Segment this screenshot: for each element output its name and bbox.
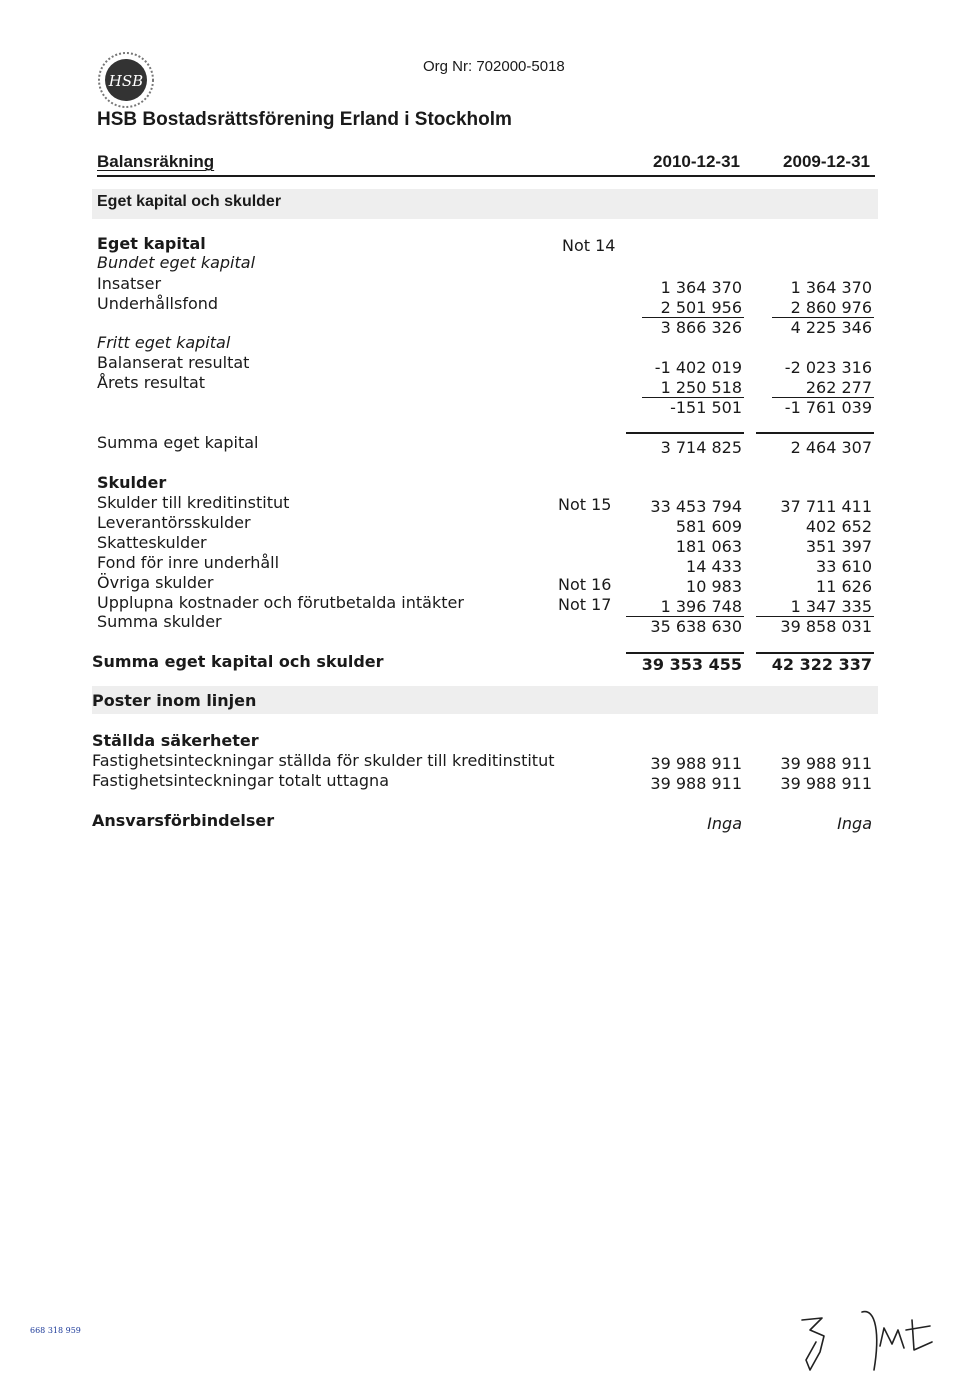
row-label: Årets resultat — [97, 373, 206, 392]
row-label: Underhållsfond — [97, 294, 219, 313]
row-value-2010: 14 433 — [686, 557, 742, 576]
row-value-2009: 402 652 — [805, 517, 872, 536]
row-value-2009: 39 988 911 — [780, 774, 872, 793]
total-rule — [626, 432, 744, 434]
row-value-2010: 181 063 — [675, 537, 742, 556]
pledged-heading: Ställda säkerheter — [92, 731, 259, 750]
row-value-2009: 2 860 976 — [790, 298, 872, 317]
column-header-2009: 2009-12-31 — [783, 152, 870, 171]
row-value-2010: 39 988 911 — [650, 774, 742, 793]
contingent-label: Ansvarsförbindelser — [92, 811, 275, 830]
handwritten-signature — [780, 1290, 960, 1380]
contingent-2009: Inga — [837, 814, 872, 833]
org-number: Org Nr: 702000-5018 — [423, 58, 565, 75]
row-value-2010: 1 396 748 — [660, 597, 742, 616]
row-value-2009: 37 711 411 — [780, 497, 872, 516]
row-value-2010: 33 453 794 — [650, 497, 742, 516]
row-value-2009: 11 626 — [816, 577, 872, 596]
row-label: Övriga skulder — [97, 573, 214, 592]
liabilities-heading: Skulder — [97, 473, 167, 492]
liabilities-total-2010: 35 638 630 — [650, 617, 742, 636]
row-value-2010: 581 609 — [675, 517, 742, 536]
off-balance-heading: Poster inom linjen — [92, 691, 257, 710]
header-rule — [97, 175, 875, 177]
column-header-2010: 2010-12-31 — [653, 152, 740, 171]
row-note: Not 17 — [558, 595, 612, 614]
equity-total-2010: 3 714 825 — [660, 438, 742, 457]
free-sum-2010: -151 501 — [670, 398, 742, 417]
balance-title: Balansräkning — [97, 152, 215, 171]
equity-note: Not 14 — [562, 236, 616, 255]
liabilities-total-2009: 39 858 031 — [780, 617, 872, 636]
equity-total-label: Summa eget kapital — [97, 433, 259, 452]
row-label: Skatteskulder — [97, 533, 207, 552]
row-note: Not 15 — [558, 495, 612, 514]
row-value-2009: 262 277 — [805, 378, 872, 397]
section-title: Eget kapital och skulder — [97, 193, 282, 210]
bound-sum-2009: 4 225 346 — [790, 318, 872, 337]
row-note: Not 16 — [558, 575, 612, 594]
grand-total-rule — [756, 652, 874, 654]
row-value-2010: 2 501 956 — [660, 298, 742, 317]
svg-text:HSB: HSB — [108, 72, 144, 90]
row-label: Balanserat resultat — [97, 353, 250, 372]
grand-total-rule — [626, 652, 744, 654]
row-label: Fastighetsinteckningar totalt uttagna — [92, 771, 389, 790]
grand-total-2009: 42 322 337 — [771, 655, 872, 674]
row-label: Fond för inre underhåll — [97, 553, 280, 572]
row-value-2010: -1 402 019 — [654, 358, 742, 377]
row-label: Fastighetsinteckningar ställda för skulder till kreditinstitut — [92, 751, 555, 770]
association-name: HSB Bostadsrättsförening Erland i Stockholm — [97, 109, 512, 130]
liabilities-total-label: Summa skulder — [97, 612, 222, 631]
grand-total-2010: 39 353 455 — [641, 655, 742, 674]
row-value-2009: 33 610 — [816, 557, 872, 576]
row-value-2009: -2 023 316 — [784, 358, 872, 377]
equity-total-2009: 2 464 307 — [790, 438, 872, 457]
bound-sum-2010: 3 866 326 — [660, 318, 742, 337]
row-value-2010: 1 250 518 — [660, 378, 742, 397]
row-value-2010: 1 364 370 — [660, 278, 742, 297]
row-value-2009: 1 347 335 — [790, 597, 872, 616]
row-value-2009: 1 364 370 — [790, 278, 872, 297]
total-rule — [756, 432, 874, 434]
row-value-2009: 351 397 — [805, 537, 872, 556]
free-sum-2009: -1 761 039 — [784, 398, 872, 417]
bound-equity-heading: Bundet eget kapital — [97, 253, 256, 272]
row-label: Leverantörsskulder — [97, 513, 251, 532]
row-label: Skulder till kreditinstitut — [97, 493, 290, 512]
free-equity-heading: Fritt eget kapital — [97, 333, 231, 352]
hsb-logo — [96, 50, 156, 110]
document-number: 668 318 959 — [30, 1326, 81, 1335]
row-value-2009: 39 988 911 — [780, 754, 872, 773]
equity-heading: Eget kapital — [97, 234, 206, 253]
contingent-2010: Inga — [707, 814, 742, 833]
row-value-2010: 39 988 911 — [650, 754, 742, 773]
row-label: Upplupna kostnader och förutbetalda intäkter — [97, 593, 464, 612]
row-label: Insatser — [97, 274, 162, 293]
grand-total-label: Summa eget kapital och skulder — [92, 652, 384, 671]
row-value-2010: 10 983 — [686, 577, 742, 596]
